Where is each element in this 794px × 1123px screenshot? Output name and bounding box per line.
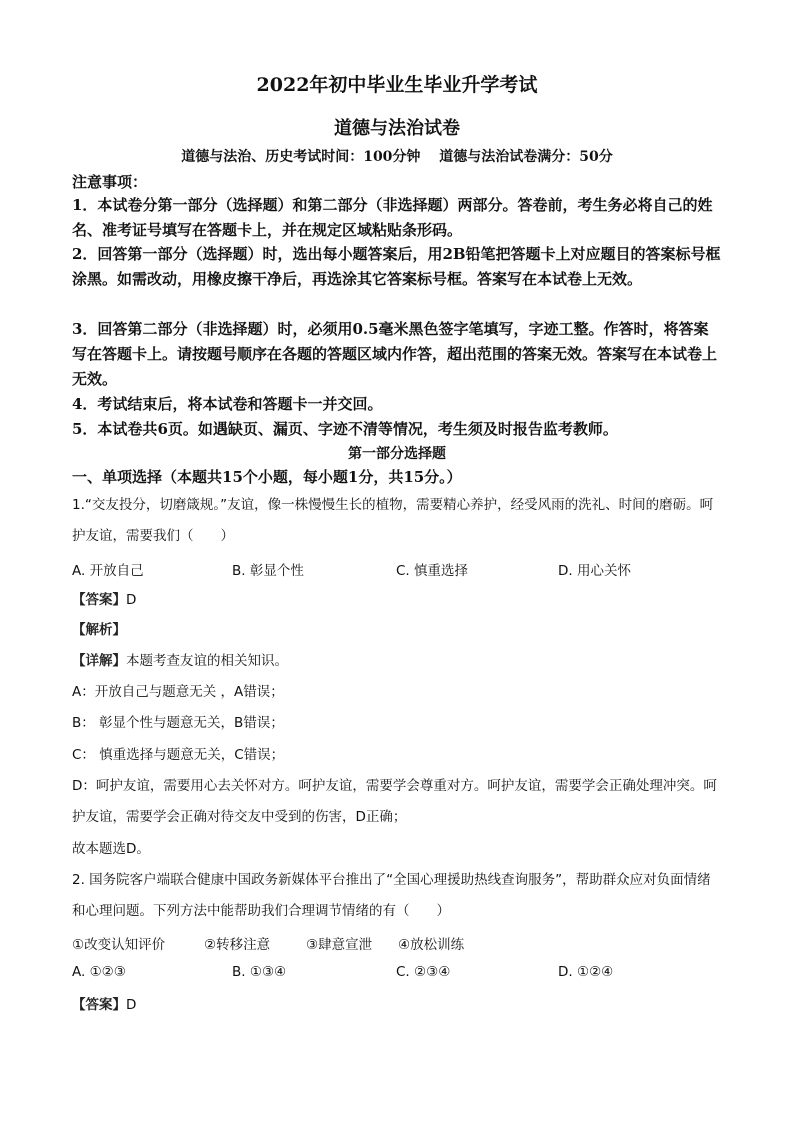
q2-items	[72, 933, 722, 957]
q1-option-b: B. 彰显个性	[232, 563, 304, 579]
q2-item-3: ③肆意宣泄	[306, 937, 373, 953]
q1-line-a: A：开放自己与题意无关 ，A错误；	[72, 684, 284, 700]
q2-option-a: A. ①②③	[72, 964, 126, 980]
q2-item-4: ④放松训练	[398, 937, 465, 953]
q2-answer	[72, 990, 722, 1021]
answer-tag: 【答案】	[72, 997, 126, 1013]
notice-item-1: 1．本试卷分第一部分（选择题）和第二部分（非选择题）两部分。答卷前，考生务必将自己的姓名、准考证号填写在答题卡上，并在规定区域粘贴条形码。	[72, 196, 713, 239]
q1-stem: 1.“交友投分，切磨箴规。”友谊，像一株慢慢生长的植物，需要精心养护，经受风雨的洗礼、时间的磨砺。呵护友谊，需要我们（ ）	[72, 497, 714, 544]
section-heading: 一、单项选择（本题共15个小题，每小题1分，共15分。）	[72, 468, 462, 486]
exam-title: 2022年初中毕业生毕业升学考试	[256, 74, 538, 96]
q1-analysis	[72, 615, 722, 646]
q1-option-a: A. 开放自己	[72, 563, 144, 579]
exam-subtitle: 道德与法治试卷	[334, 118, 460, 139]
q2-option-c: C. ②③④	[396, 964, 451, 980]
q1-line-b: B： 彰显个性与题意无关，B错误；	[72, 715, 284, 731]
q1-line-d: D：呵护友谊，需要用心去关怀对方。呵护友谊，需要学会尊重对方。呵护友谊，需要学会正确处理冲突。呵护友谊，需要学会正确对待交友中受到的伤害，D正确；	[72, 778, 717, 825]
notice-item-4: 4．考试结束后，将本试卷和答题卡一并交回。	[72, 395, 383, 413]
answer-value: D	[126, 592, 137, 608]
q2-item-1: ①改变认知评价	[72, 937, 166, 953]
q1-line-c: C： 慎重选择与题意无关，C错误；	[72, 747, 285, 763]
q2-option-d: D. ①②④	[558, 964, 614, 980]
detail-tag: 【详解】	[72, 653, 126, 669]
analysis-tag: 【解析】	[72, 622, 126, 638]
q1-option-d: D. 用心关怀	[558, 563, 631, 579]
answer-value: D	[126, 997, 137, 1013]
notice-item-5: 5．本试卷共6页。如遇缺页、漏页、字迹不清等情况，考生须及时报告监考教师。	[72, 420, 618, 438]
notice-heading: 注意事项：	[72, 173, 148, 191]
q2-stem: 2. 国务院客户端联合健康中国政务新媒体平台推出了“全国心理援助热线查询服务”，帮助群众应对负面情绪和心理问题。下列方法中能帮助我们合理调节情绪的有（ ）	[72, 872, 711, 919]
answer-tag: 【答案】	[72, 592, 126, 608]
q1-option-c: C. 慎重选择	[396, 563, 469, 579]
notice-item-3: 3．回答第二部分（非选择题）时，必须用0.5毫米黑色签字笔填写，字迹工整。作答时，将答案写在答题卡上。请按题号顺序在各题的答题区域内作答，超出范围的答案无效。答案写在本试卷上无效。	[72, 320, 718, 388]
exam-info: 道德与法治、历史考试时间：100分钟 道德与法治试卷满分：50分	[181, 149, 613, 165]
q1-detail	[72, 646, 722, 677]
detail-text: 本题考查友谊的相关知识。	[126, 653, 288, 669]
notice-item-2: 2．回答第一部分（选择题）时，选出每小题答案后，用2B铅笔把答题卡上对应题目的答案标号框涂黑。如需改动，用橡皮擦干净后，再选涂其它答案标号框。答案写在本试卷上无效。	[72, 245, 721, 288]
q1-conclusion: 故本题选D。	[72, 841, 150, 857]
q2-options	[72, 964, 722, 988]
q2-option-b: B. ①③④	[232, 964, 287, 980]
q2-item-2: ②转移注意	[204, 937, 271, 953]
q1-options	[72, 559, 722, 583]
part1-heading: 第一部分选择题	[348, 446, 446, 462]
q1-answer	[72, 585, 722, 616]
